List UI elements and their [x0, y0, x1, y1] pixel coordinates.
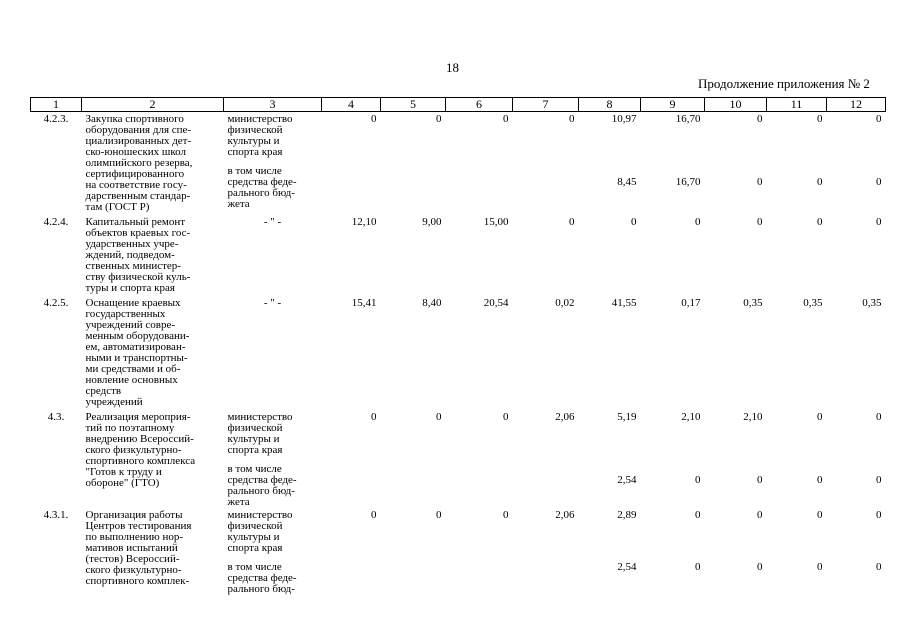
- value-cell: [641, 112, 705, 215]
- activity-name-line: там (ГОСТ Р): [85, 201, 150, 213]
- value-cell: [446, 508, 513, 608]
- value-cell: [705, 215, 767, 296]
- value: 2,06: [555, 410, 575, 423]
- activity-name-line: тий по поэтапному: [85, 421, 175, 434]
- federal-value: 0: [817, 473, 823, 486]
- activity-name-line: спортивного комплекса: [85, 454, 196, 467]
- activity-name-line: ственных министер-: [85, 259, 181, 272]
- value: 2,06: [555, 508, 575, 521]
- value: 0: [757, 215, 763, 228]
- value: 0: [436, 410, 442, 423]
- value: 0: [371, 113, 377, 125]
- value-cell: [767, 215, 827, 296]
- value-cell: [446, 296, 513, 410]
- value: 0: [876, 410, 882, 423]
- federal-value: [381, 562, 442, 573]
- value: 0: [371, 508, 377, 521]
- value: 0: [817, 113, 823, 125]
- value-cell: [446, 112, 513, 215]
- value-cell: [705, 508, 767, 608]
- value-cell: [381, 112, 446, 215]
- activity-name-line: ными и транспортны-: [85, 351, 188, 364]
- value-cell: [322, 215, 381, 296]
- header-cell: 3: [224, 98, 322, 112]
- federal-value: 0: [695, 560, 701, 573]
- org-line: министерство: [227, 508, 293, 521]
- activity-name-line: олимпийского резерва,: [85, 157, 193, 169]
- org-line: спорта края: [227, 443, 283, 456]
- value-cell: [579, 215, 641, 296]
- table-row: [31, 215, 886, 296]
- federal-value: 0: [817, 560, 823, 573]
- value-cell: [705, 410, 767, 508]
- value: 0: [876, 215, 882, 228]
- value: 5,19: [617, 410, 637, 423]
- federal-value: 2,54: [617, 473, 637, 486]
- activity-name-line: Центров тестирования: [85, 519, 192, 532]
- value: 0: [757, 113, 763, 125]
- activity-name-line: обороне" (ГТО): [85, 476, 160, 489]
- value: 0: [569, 215, 575, 228]
- value-cell: [705, 112, 767, 215]
- value-cell: [827, 296, 886, 410]
- value-cell: [579, 112, 641, 215]
- responsible-org: [224, 112, 322, 215]
- value: 0: [695, 508, 701, 521]
- activity-name-line: (тестов) Всероссий-: [85, 552, 180, 565]
- page-number: 18: [446, 60, 459, 75]
- org-line: физической: [227, 421, 283, 434]
- table-row: [31, 508, 886, 608]
- activity-name-line: на соответствие госу-: [85, 179, 187, 191]
- header-cell: 2: [82, 98, 224, 112]
- federal-value: [322, 177, 377, 188]
- value-cell: [513, 296, 579, 410]
- funding-line: рального бюд-: [227, 187, 295, 199]
- federal-value: 0: [757, 560, 763, 573]
- activity-name-line: объектов краевых гос-: [85, 226, 191, 239]
- header-cell: 8: [579, 98, 641, 112]
- value: 41,55: [611, 296, 637, 309]
- value-cell: [767, 410, 827, 508]
- federal-value: [513, 475, 575, 486]
- activity-name-line: по выполнению нор-: [85, 530, 184, 543]
- value: 0: [631, 215, 637, 228]
- table-row: [31, 410, 886, 508]
- funding-line: в том числе: [227, 462, 282, 475]
- funding-line: жета: [227, 198, 250, 210]
- value-cell: [322, 296, 381, 410]
- header-cell: 12: [827, 98, 886, 112]
- value-cell: [579, 410, 641, 508]
- value: 0: [569, 113, 575, 125]
- org-line: спорта края: [227, 146, 283, 158]
- activity-name-line: государственных: [85, 307, 166, 320]
- value: 0: [817, 410, 823, 423]
- header-cell: 9: [641, 98, 705, 112]
- activity-name-line: дарственным стандар-: [85, 190, 191, 202]
- value-cell: [322, 508, 381, 608]
- value: 9,00: [422, 215, 442, 228]
- activity-name-line: внедрению Всероссий-: [85, 432, 194, 445]
- activity-name-line: "Готов к труду и: [85, 465, 162, 478]
- value-cell: [641, 410, 705, 508]
- activity-name-line: средств: [85, 384, 122, 397]
- value-cell: [641, 215, 705, 296]
- continuation-label: Продолжение приложения № 2: [698, 76, 870, 91]
- activity-name-line: Закупка спортивного: [85, 113, 184, 125]
- federal-value: 0: [817, 176, 823, 188]
- federal-value: 0: [876, 560, 882, 573]
- funding-line: жета: [227, 495, 250, 508]
- org-line: - " -: [263, 296, 282, 309]
- org-line: культуры и: [227, 432, 280, 445]
- value: 0: [817, 215, 823, 228]
- federal-value: [322, 562, 377, 573]
- activity-name-line: ского физкультурно-: [85, 443, 182, 456]
- federal-value: [513, 562, 575, 573]
- activity-name-line: ству физической куль-: [85, 270, 191, 283]
- activity-name: [82, 410, 224, 508]
- value: 20,54: [483, 296, 509, 309]
- activity-name-line: циализированных дет-: [85, 135, 192, 147]
- federal-value: 16,70: [675, 176, 701, 188]
- funding-line: в том числе: [227, 165, 282, 177]
- funding-line: рального бюд-: [227, 484, 295, 497]
- value-cell: [579, 296, 641, 410]
- value-cell: [381, 508, 446, 608]
- value: 0: [876, 113, 882, 125]
- funding-line: средства феде-: [227, 176, 297, 188]
- federal-value: [381, 475, 442, 486]
- value-cell: [641, 296, 705, 410]
- value: 10,97: [611, 113, 637, 125]
- value: 0: [371, 410, 377, 423]
- federal-value: 0: [876, 473, 882, 486]
- activity-name-line: учреждений: [85, 395, 143, 408]
- value-cell: [705, 296, 767, 410]
- value-cell: [381, 215, 446, 296]
- federal-value: [513, 177, 575, 188]
- value-cell: [513, 112, 579, 215]
- value-cell: [579, 508, 641, 608]
- activity-name: [82, 508, 224, 608]
- value-cell: [381, 410, 446, 508]
- responsible-org: [224, 410, 322, 508]
- org-line: физической: [227, 124, 283, 136]
- value-cell: [767, 508, 827, 608]
- value: 0: [695, 215, 701, 228]
- table-row: [31, 296, 886, 410]
- header-cell: 6: [446, 98, 513, 112]
- value-cell: [446, 215, 513, 296]
- activity-name: [82, 112, 224, 215]
- activity-name-line: учреждений совре-: [85, 318, 176, 331]
- value-cell: [513, 215, 579, 296]
- federal-value: [446, 562, 509, 573]
- value: 15,00: [483, 215, 509, 228]
- row-number: 4.3.1.: [43, 508, 69, 521]
- value: 0,35: [743, 296, 763, 309]
- activity-name-line: туры и спорта края: [85, 281, 175, 294]
- value: 16,70: [675, 113, 701, 125]
- activity-name-line: Капитальный ремонт: [85, 215, 186, 228]
- value: 0: [436, 508, 442, 521]
- responsible-org: [224, 296, 322, 410]
- org-line: спорта края: [227, 541, 283, 554]
- value: 15,41: [351, 296, 377, 309]
- value: 0: [876, 508, 882, 521]
- funding-line: рального бюд-: [227, 582, 295, 595]
- value-cell: [767, 296, 827, 410]
- value: 0,35: [803, 296, 823, 309]
- federal-value: 8,45: [617, 176, 637, 188]
- row-number: 4.2.5.: [43, 296, 69, 309]
- org-line: физической: [227, 519, 283, 532]
- value-cell: [641, 508, 705, 608]
- activity-name-line: ми средствами и об-: [85, 362, 181, 375]
- activity-name-line: сертифицированного: [85, 168, 185, 180]
- value-cell: [827, 508, 886, 608]
- value: 0,17: [681, 296, 701, 309]
- activity-name-line: новление основных: [85, 373, 178, 386]
- value-cell: [322, 112, 381, 215]
- activity-name: [82, 215, 224, 296]
- activity-name-line: мативов испытаний: [85, 541, 178, 554]
- activity-name-line: оборудования для спе-: [85, 124, 192, 136]
- federal-value: 0: [876, 176, 882, 188]
- activity-name-line: ждений, подведом-: [85, 248, 175, 261]
- federal-value: 2,54: [617, 560, 637, 573]
- federal-value: 0: [695, 473, 701, 486]
- value-cell: [381, 296, 446, 410]
- header-cell: 5: [381, 98, 446, 112]
- value: 0: [503, 410, 509, 423]
- table-body: [31, 112, 886, 608]
- activity-name: [82, 296, 224, 410]
- federal-value: [446, 177, 509, 188]
- value-cell: [513, 410, 579, 508]
- activity-name-line: ского физкультурно-: [85, 563, 182, 576]
- header-cell: 11: [767, 98, 827, 112]
- row-number: 4.2.4.: [43, 215, 69, 228]
- table-row: [31, 112, 886, 215]
- federal-value: 0: [757, 176, 763, 188]
- federal-value: [446, 475, 509, 486]
- org-line: министерство: [227, 113, 293, 125]
- activity-name-line: Оснащение краевых: [85, 296, 181, 309]
- funding-line: средства феде-: [227, 473, 297, 486]
- header-cell: 4: [322, 98, 381, 112]
- value: 2,10: [681, 410, 701, 423]
- value-cell: [767, 112, 827, 215]
- responsible-org: [224, 215, 322, 296]
- activity-name-line: ударственных учре-: [85, 237, 179, 250]
- value-cell: [827, 215, 886, 296]
- header-cell: 7: [513, 98, 579, 112]
- activity-name-line: спортивного комплек-: [85, 574, 190, 587]
- value: 0: [757, 508, 763, 521]
- org-line: культуры и: [227, 135, 280, 147]
- federal-value: [381, 177, 442, 188]
- row-number: 4.2.3.: [43, 113, 69, 125]
- value: 2,10: [743, 410, 763, 423]
- value: 12,10: [351, 215, 377, 228]
- funding-line: в том числе: [227, 560, 282, 573]
- federal-value: [322, 475, 377, 486]
- federal-value: 0: [757, 473, 763, 486]
- activity-name-line: ем, автоматизирован-: [85, 340, 186, 353]
- value: 0: [817, 508, 823, 521]
- funding-line: средства феде-: [227, 571, 297, 584]
- responsible-org: [224, 508, 322, 608]
- activity-name-line: Организация работы: [85, 508, 183, 521]
- header-cell: 1: [31, 98, 82, 112]
- org-line: министерство: [227, 410, 293, 423]
- activity-name-line: ско-юношеских школ: [85, 146, 187, 158]
- value-cell: [322, 410, 381, 508]
- value: 8,40: [422, 296, 442, 309]
- activity-name-line: менным оборудовани-: [85, 329, 190, 342]
- value: 0: [503, 113, 509, 125]
- row-number: 4.3.: [47, 410, 65, 423]
- activity-name-line: Реализация мероприя-: [85, 410, 191, 423]
- header-cell: 10: [705, 98, 767, 112]
- budget-table: [30, 97, 886, 608]
- value-cell: [446, 410, 513, 508]
- value: 0: [503, 508, 509, 521]
- value-cell: [827, 112, 886, 215]
- org-line: - " -: [263, 215, 282, 228]
- org-line: культуры и: [227, 530, 280, 543]
- value: 2,89: [617, 508, 637, 521]
- value: 0,02: [555, 296, 575, 309]
- value: 0: [436, 113, 442, 125]
- header-row: [31, 98, 886, 112]
- value-cell: [513, 508, 579, 608]
- value-cell: [827, 410, 886, 508]
- value: 0,35: [862, 296, 882, 309]
